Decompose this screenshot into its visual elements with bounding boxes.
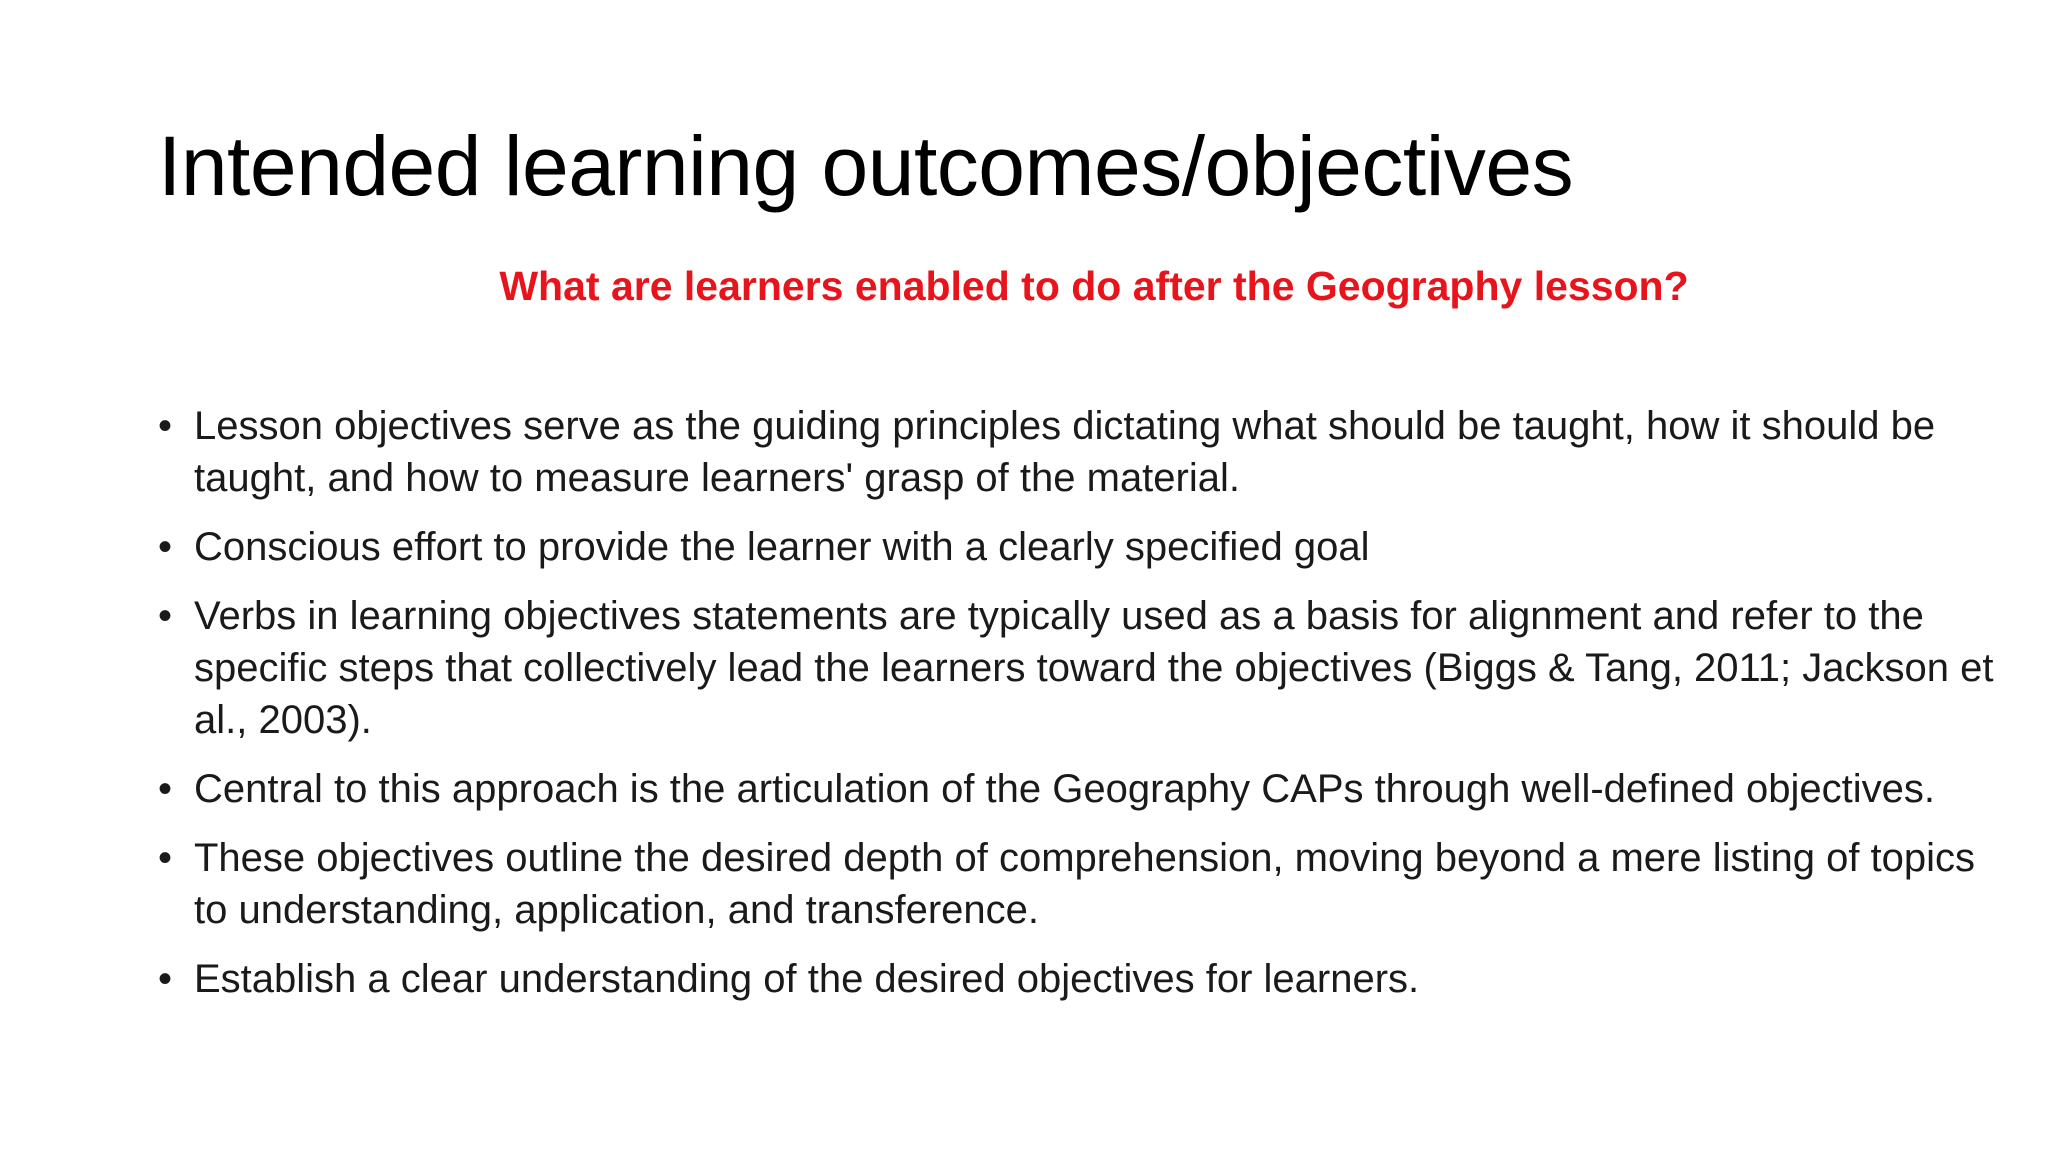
bullet-text: Lesson objectives serve as the guiding principles dictating what should be taught, how it should be taught, and how to measure learners' grasp of the material.	[194, 404, 1936, 500]
bullet-text: Central to this approach is the articulation of the Geography CAPs through well-defined objectives.	[194, 767, 1935, 811]
bullet-item	[158, 521, 2008, 573]
slide-title: Intended learning outcomes/objectives	[158, 119, 1574, 213]
bullet-item	[158, 400, 2008, 504]
bullet-text: Establish a clear understanding of the desired objectives for learners.	[194, 957, 1420, 1001]
bullet-text: Verbs in learning objectives statements are typically used as a basis for alignment and refer to the specific steps that collectively lead the learners toward the objectives (Biggs & Tang, 2011; Jackson et al., 2003).	[194, 594, 1994, 742]
bullet-text: Conscious effort to provide the learner with a clearly specified goal	[194, 525, 1370, 569]
bullet-item	[158, 832, 2008, 936]
bullet-icon: •	[158, 525, 173, 569]
bullet-icon: •	[158, 957, 173, 1001]
bullet-item	[158, 590, 2008, 746]
bullet-item	[158, 763, 2008, 815]
bullet-list	[158, 400, 2008, 1022]
bullet-icon: •	[158, 594, 173, 638]
bullet-icon: •	[158, 404, 173, 448]
bullet-icon: •	[158, 836, 173, 880]
bullet-item	[158, 953, 2008, 1005]
bullet-icon: •	[158, 767, 173, 811]
slide-subtitle: What are learners enabled to do after the Geography lesson?	[499, 263, 1689, 309]
bullet-text: These objectives outline the desired depth of comprehension, moving beyond a mere listing of topics to understanding, application, and transference.	[194, 836, 1976, 932]
